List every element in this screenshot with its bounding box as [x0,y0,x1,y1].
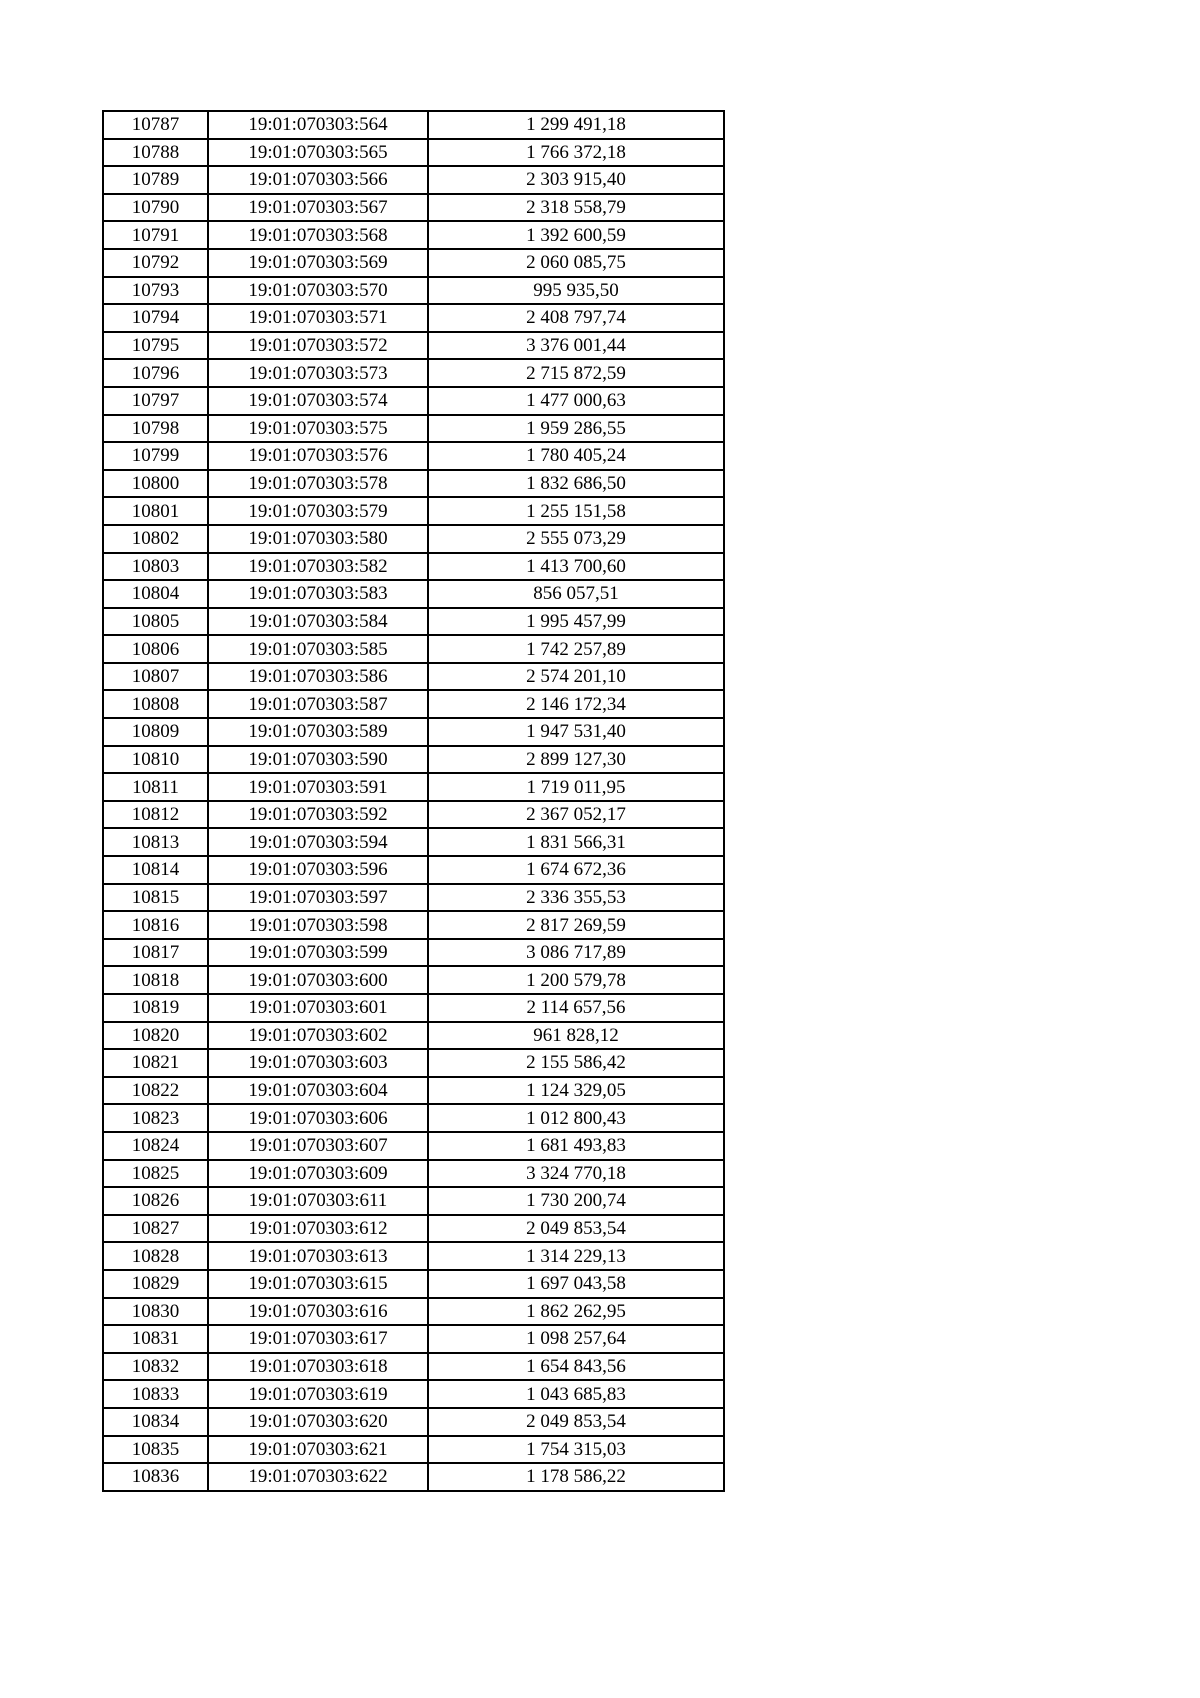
row-number-cell: 10819 [103,994,208,1022]
table-row [103,1380,724,1408]
value-cell: 1 200 579,78 [428,966,724,994]
table-row [103,1325,724,1353]
row-number-cell: 10793 [103,277,208,305]
row-number-cell: 10807 [103,663,208,691]
table-row [103,718,724,746]
cadastral-number-cell: 19:01:070303:590 [208,746,428,774]
cadastral-number-cell: 19:01:070303:618 [208,1353,428,1381]
row-number-cell: 10790 [103,194,208,222]
cadastral-number-cell: 19:01:070303:600 [208,966,428,994]
row-number-cell: 10827 [103,1215,208,1243]
table-row [103,1132,724,1160]
row-number-cell: 10823 [103,1104,208,1132]
cadastral-number-cell: 19:01:070303:580 [208,525,428,553]
row-number-cell: 10831 [103,1325,208,1353]
table-row [103,966,724,994]
table-row [103,277,724,305]
value-cell: 1 477 000,63 [428,387,724,415]
cadastral-number-cell: 19:01:070303:616 [208,1298,428,1326]
cadastral-number-cell: 19:01:070303:619 [208,1380,428,1408]
cadastral-value-table [102,110,725,1492]
row-number-cell: 10789 [103,166,208,194]
table-row [103,1160,724,1188]
row-number-cell: 10787 [103,111,208,139]
row-number-cell: 10794 [103,304,208,332]
cadastral-number-cell: 19:01:070303:612 [208,1215,428,1243]
table-row [103,359,724,387]
table-row [103,635,724,663]
cadastral-number-cell: 19:01:070303:584 [208,608,428,636]
table-row [103,939,724,967]
row-number-cell: 10809 [103,718,208,746]
value-cell: 1 392 600,59 [428,221,724,249]
cadastral-number-cell: 19:01:070303:620 [208,1408,428,1436]
table-row [103,1215,724,1243]
value-cell: 995 935,50 [428,277,724,305]
value-cell: 1 681 493,83 [428,1132,724,1160]
value-cell: 856 057,51 [428,580,724,608]
cadastral-number-cell: 19:01:070303:606 [208,1104,428,1132]
value-cell: 1 947 531,40 [428,718,724,746]
row-number-cell: 10791 [103,221,208,249]
row-number-cell: 10805 [103,608,208,636]
cadastral-number-cell: 19:01:070303:592 [208,801,428,829]
value-cell: 1 862 262,95 [428,1298,724,1326]
table-row [103,525,724,553]
row-number-cell: 10804 [103,580,208,608]
table-row [103,387,724,415]
cadastral-number-cell: 19:01:070303:587 [208,690,428,718]
value-cell: 2 303 915,40 [428,166,724,194]
cadastral-number-cell: 19:01:070303:585 [208,635,428,663]
row-number-cell: 10813 [103,828,208,856]
value-cell: 1 314 229,13 [428,1242,724,1270]
table-body [103,111,724,1491]
row-number-cell: 10796 [103,359,208,387]
table-row [103,1270,724,1298]
table-row [103,911,724,939]
table-row [103,1242,724,1270]
table-row [103,608,724,636]
value-cell: 1 124 329,05 [428,1077,724,1105]
table-row [103,856,724,884]
cadastral-number-cell: 19:01:070303:582 [208,553,428,581]
row-number-cell: 10816 [103,911,208,939]
row-number-cell: 10798 [103,415,208,443]
cadastral-number-cell: 19:01:070303:599 [208,939,428,967]
cadastral-number-cell: 19:01:070303:564 [208,111,428,139]
value-cell: 2 146 172,34 [428,690,724,718]
row-number-cell: 10822 [103,1077,208,1105]
row-number-cell: 10811 [103,773,208,801]
row-number-cell: 10792 [103,249,208,277]
cadastral-number-cell: 19:01:070303:597 [208,884,428,912]
value-cell: 2 555 073,29 [428,525,724,553]
value-cell: 2 899 127,30 [428,746,724,774]
value-cell: 1 831 566,31 [428,828,724,856]
cadastral-number-cell: 19:01:070303:598 [208,911,428,939]
cadastral-number-cell: 19:01:070303:613 [208,1242,428,1270]
row-number-cell: 10818 [103,966,208,994]
cadastral-number-cell: 19:01:070303:611 [208,1187,428,1215]
table-row [103,304,724,332]
cadastral-number-cell: 19:01:070303:603 [208,1049,428,1077]
row-number-cell: 10812 [103,801,208,829]
value-cell: 2 336 355,53 [428,884,724,912]
row-number-cell: 10815 [103,884,208,912]
value-cell: 3 324 770,18 [428,1160,724,1188]
value-cell: 1 012 800,43 [428,1104,724,1132]
row-number-cell: 10828 [103,1242,208,1270]
row-number-cell: 10821 [103,1049,208,1077]
table-row [103,1022,724,1050]
cadastral-number-cell: 19:01:070303:594 [208,828,428,856]
table-row [103,1436,724,1464]
cadastral-number-cell: 19:01:070303:589 [208,718,428,746]
cadastral-number-cell: 19:01:070303:607 [208,1132,428,1160]
table-row [103,1298,724,1326]
table-row [103,773,724,801]
table-row [103,1077,724,1105]
row-number-cell: 10824 [103,1132,208,1160]
row-number-cell: 10803 [103,553,208,581]
cadastral-number-cell: 19:01:070303:568 [208,221,428,249]
table-row [103,1463,724,1491]
cadastral-number-cell: 19:01:070303:615 [208,1270,428,1298]
row-number-cell: 10806 [103,635,208,663]
row-number-cell: 10802 [103,525,208,553]
row-number-cell: 10795 [103,332,208,360]
cadastral-number-cell: 19:01:070303:576 [208,442,428,470]
table-row [103,1187,724,1215]
value-cell: 2 817 269,59 [428,911,724,939]
row-number-cell: 10820 [103,1022,208,1050]
value-cell: 1 178 586,22 [428,1463,724,1491]
value-cell: 1 754 315,03 [428,1436,724,1464]
cadastral-number-cell: 19:01:070303:602 [208,1022,428,1050]
table-row [103,801,724,829]
table-row [103,1408,724,1436]
row-number-cell: 10797 [103,387,208,415]
table-row [103,194,724,222]
cadastral-number-cell: 19:01:070303:574 [208,387,428,415]
cadastral-number-cell: 19:01:070303:601 [208,994,428,1022]
value-cell: 1 959 286,55 [428,415,724,443]
row-number-cell: 10808 [103,690,208,718]
row-number-cell: 10835 [103,1436,208,1464]
table-row [103,1049,724,1077]
row-number-cell: 10829 [103,1270,208,1298]
row-number-cell: 10834 [103,1408,208,1436]
row-number-cell: 10817 [103,939,208,967]
table-row [103,580,724,608]
cadastral-number-cell: 19:01:070303:573 [208,359,428,387]
cadastral-number-cell: 19:01:070303:617 [208,1325,428,1353]
row-number-cell: 10810 [103,746,208,774]
value-cell: 1 742 257,89 [428,635,724,663]
cadastral-number-cell: 19:01:070303:579 [208,497,428,525]
table-row [103,139,724,167]
row-number-cell: 10800 [103,470,208,498]
value-cell: 2 318 558,79 [428,194,724,222]
table-row [103,497,724,525]
cadastral-number-cell: 19:01:070303:583 [208,580,428,608]
value-cell: 1 995 457,99 [428,608,724,636]
value-cell: 1 043 685,83 [428,1380,724,1408]
table-row [103,249,724,277]
row-number-cell: 10830 [103,1298,208,1326]
row-number-cell: 10826 [103,1187,208,1215]
table-row [103,994,724,1022]
table-row [103,553,724,581]
value-cell: 2 367 052,17 [428,801,724,829]
value-cell: 2 049 853,54 [428,1215,724,1243]
cadastral-number-cell: 19:01:070303:591 [208,773,428,801]
value-cell: 1 674 672,36 [428,856,724,884]
table-row [103,746,724,774]
table-row [103,415,724,443]
cadastral-number-cell: 19:01:070303:567 [208,194,428,222]
table-row [103,1104,724,1132]
row-number-cell: 10833 [103,1380,208,1408]
table-row [103,111,724,139]
value-cell: 3 086 717,89 [428,939,724,967]
value-cell: 961 828,12 [428,1022,724,1050]
value-cell: 2 060 085,75 [428,249,724,277]
value-cell: 1 730 200,74 [428,1187,724,1215]
cadastral-number-cell: 19:01:070303:621 [208,1436,428,1464]
cadastral-number-cell: 19:01:070303:566 [208,166,428,194]
cadastral-number-cell: 19:01:070303:586 [208,663,428,691]
value-cell: 1 780 405,24 [428,442,724,470]
row-number-cell: 10788 [103,139,208,167]
cadastral-number-cell: 19:01:070303:572 [208,332,428,360]
table-row [103,690,724,718]
cadastral-number-cell: 19:01:070303:569 [208,249,428,277]
value-cell: 1 413 700,60 [428,553,724,581]
value-cell: 1 098 257,64 [428,1325,724,1353]
cadastral-number-cell: 19:01:070303:609 [208,1160,428,1188]
value-cell: 1 832 686,50 [428,470,724,498]
table-row [103,470,724,498]
cadastral-number-cell: 19:01:070303:578 [208,470,428,498]
row-number-cell: 10801 [103,497,208,525]
value-cell: 2 574 201,10 [428,663,724,691]
cadastral-number-cell: 19:01:070303:571 [208,304,428,332]
table-row [103,1353,724,1381]
cadastral-number-cell: 19:01:070303:570 [208,277,428,305]
table-row [103,828,724,856]
value-cell: 1 719 011,95 [428,773,724,801]
table-row [103,221,724,249]
row-number-cell: 10825 [103,1160,208,1188]
table-row [103,166,724,194]
value-cell: 1 697 043,58 [428,1270,724,1298]
table-row [103,663,724,691]
cadastral-number-cell: 19:01:070303:596 [208,856,428,884]
value-cell: 2 114 657,56 [428,994,724,1022]
value-cell: 3 376 001,44 [428,332,724,360]
row-number-cell: 10832 [103,1353,208,1381]
row-number-cell: 10836 [103,1463,208,1491]
row-number-cell: 10814 [103,856,208,884]
value-cell: 1 255 151,58 [428,497,724,525]
row-number-cell: 10799 [103,442,208,470]
cadastral-number-cell: 19:01:070303:565 [208,139,428,167]
value-cell: 2 408 797,74 [428,304,724,332]
value-cell: 2 049 853,54 [428,1408,724,1436]
value-cell: 1 654 843,56 [428,1353,724,1381]
cadastral-number-cell: 19:01:070303:575 [208,415,428,443]
value-cell: 2 155 586,42 [428,1049,724,1077]
table-row [103,332,724,360]
table-row [103,442,724,470]
cadastral-number-cell: 19:01:070303:622 [208,1463,428,1491]
table-row [103,884,724,912]
value-cell: 1 766 372,18 [428,139,724,167]
value-cell: 2 715 872,59 [428,359,724,387]
cadastral-number-cell: 19:01:070303:604 [208,1077,428,1105]
value-cell: 1 299 491,18 [428,111,724,139]
